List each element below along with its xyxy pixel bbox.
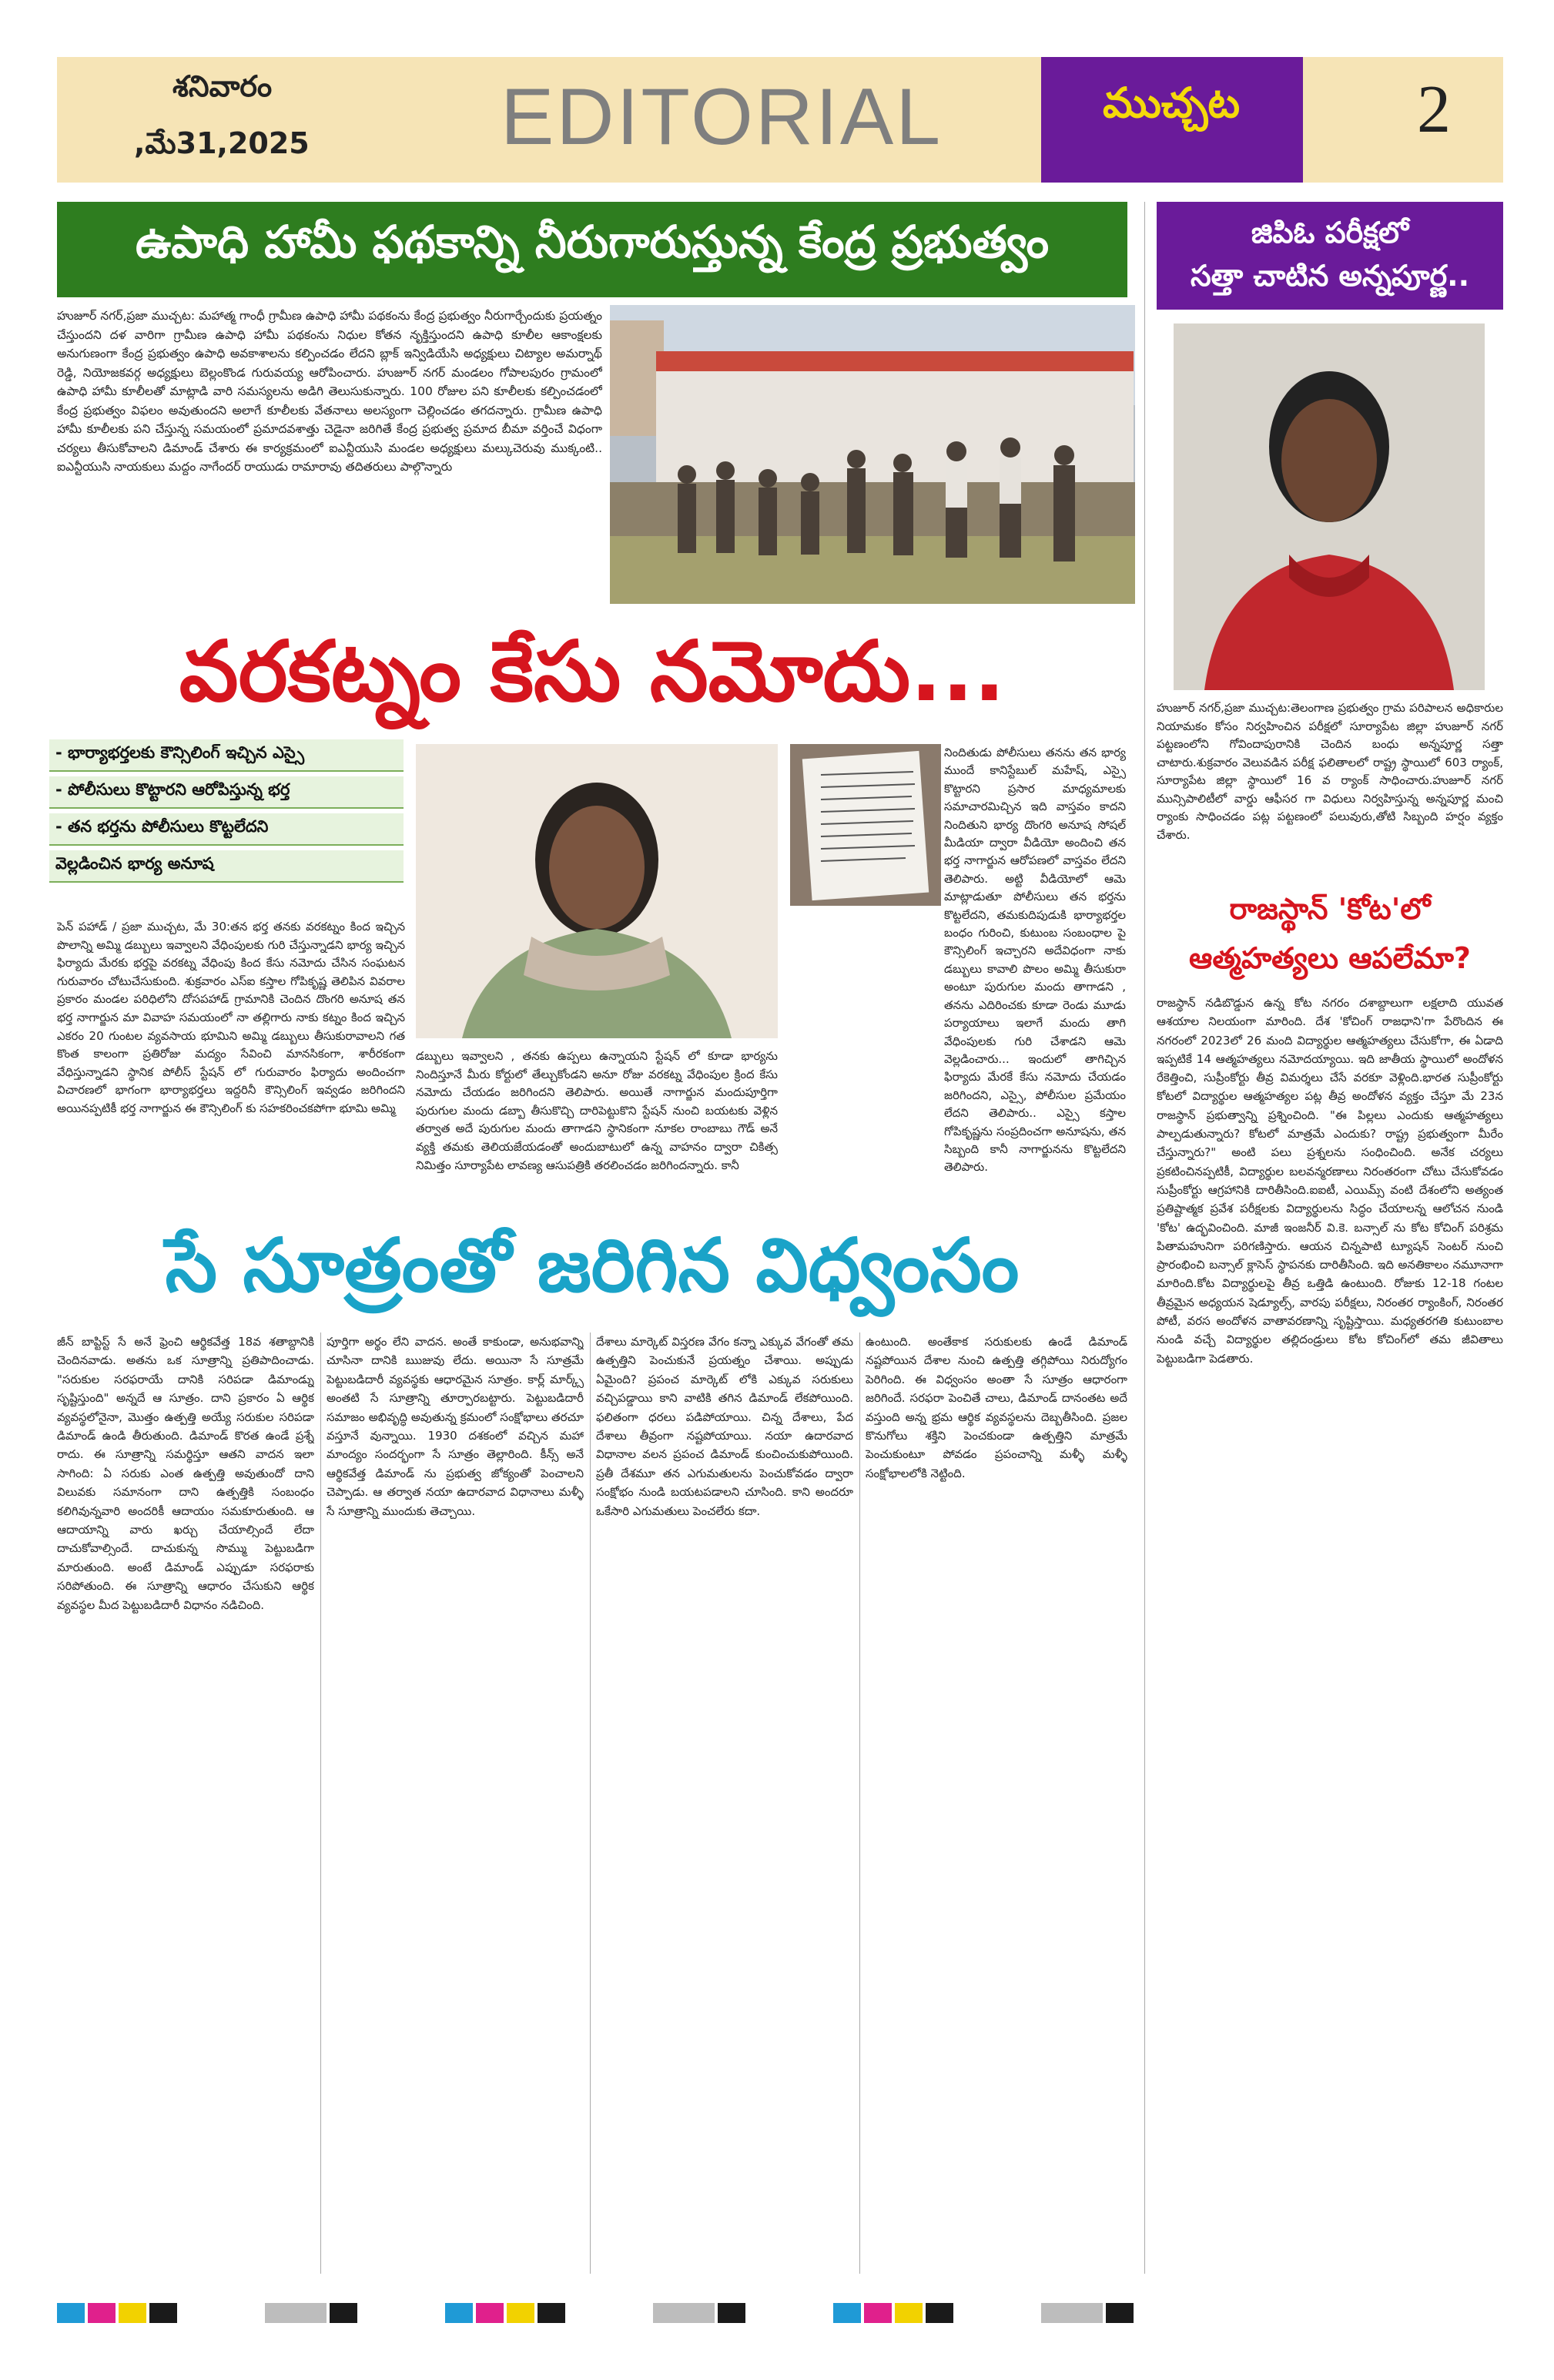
story2-bullets [49, 739, 404, 887]
color-strip [864, 2303, 892, 2323]
complaint-letter-photo [790, 744, 941, 906]
story2-body-left [57, 918, 405, 1177]
story2-body-right-text: నిందితుడు పోలీసులు తనను తన భార్య ముందే కానిస్టేబుల్ మహేష్, ఎస్సై కొట్టారని ప్రసార మాధ్యమాలకు సమాచారమిచ్చిన ఇది వాస్తవం కాదని నిందితుని భార్య దొంగరి అనూష సోషల్ మీడియా ద్వారా వీడియో అందించి తన భర్త నాగార్జున ఆరోపణలో వాస్తవం లేదని తెలిపారు. అట్టి వీడియోలో ఆమె మాట్లాడుతూ పోలీసులు తన భర్తను కొట్టలేదని, తమకుదిపుడుకి భార్యాభర్తల బంధం గురించి, కుటుంబ సంబంధాల పై కౌన్సిలింగ్ ఇచ్చారని అదేవిధంగా నాకు డబ్బులు కావాలి పొలం అమ్మి తీసుకురా అంటూ పురుగుల మందు తాగాడని , తనను ఎదిరించకు కూడా రెండు మూడు పర్యాయాలు ఇలాగే మందు తాగి వేధింపులకు గురి చేశాడని ఆమె వెల్లడించారు... ఇందులో తాగిచ్చిన ఫిర్యాదు మేరకే కేసు నమోదు చేయడం జరిగిందని, ఎస్సై, పోలీసుల ప్రమేయం లేదని తెలిపారు.. ఎస్సై కస్తాల గోపికృష్ణను సంప్రదించగా అనూషను, తన సిబ్బంది కానీ నాగార్జునను కొట్టలేదని తెలిపారు. [944, 746, 1126, 1175]
sidebar2-headline-line2: ఆత్మహత్యలు ఆపలేమా? [1189, 941, 1471, 975]
story1-body-text: హుజూర్ నగర్,ప్రజా ముచ్చట: మహాత్మ గాంధీ గ్రామీణ ఉపాధి హామీ పథకంను కేంద్ర ప్రభుత్వం నీరుగార్చేందుకు ప్రయత్నం చేస్తుందని దళ వారిగా గ్రామీణ ఉపాధి హామీ పథకంను నిధుల కోతన నృక్తిస్తుందని ఉపాధి కూలీల ఆకాంక్షలకు అనుగుణంగా కేంద్ర ప్రభుత్వం ఉపాధి అవకాశాలను కల్పించడం లేదని బ్లాక్ ఇన్విడియేసి అధ్యక్షులు చిట్యాల అమర్నాథ్ రెడ్డి, నియోజకవర్గ అధ్యక్షులు బెల్లంకొండ గురువయ్య ఆరోపించారు. హుజూర్ నగర్ మండలం గోపాలపురం గ్రామంలో ఉపాధి హామీ కూలీలతో మాట్లాడి వారి సమస్యలను అడిగి తెలుసుకున్నారు. 100 రోజుల పని కూలీలకు కల్పించడంలో కేంద్ర ప్రభుత్వం విఫలం అవుతుందని అలాగే కూలీలకు వేతనాలు అలస్యంగా చెల్లించడం తగదన్నారు. గ్రామీణ ఉపాధి హామీ కూలీలకు పని చేస్తున్న సమయంలో ప్రమాదవశాత్తు చెడైనా జరిగితే కేంద్ర ప్రభుత్వ ప్రమాద బీమా వర్తించే విధంగా చర్యలు తీసుకోవాలని డిమాండ్ చేశారు ఈ కార్యక్రమంలో ఐఎన్టీయుసి మండల అధ్యక్షులు మల్కుచెరువు ముక్కంటి.. ఐఎన్టీయుసి నాయకులు మద్దం నాగేందర్ రాయుడు రామారావు తదితరులు పాల్గొన్నారు [57, 309, 602, 474]
color-strip [149, 2303, 177, 2323]
sidebar2-body-text: రాజస్థాన్ నడిబొడ్డున ఉన్న కోట నగరం దశాబ్దాలుగా లక్షలాది యువత ఆశయాల నిలయంగా మారింది. దేశ 'కోచింగ్ రాజధాని'గా పేరొందిన ఈ నగరంలో 2023లో 26 మంది విద్యార్థుల ఆత్మహత్యలు చేసుకోగా, ఈ ఏడాది ఇప్పటికే 14 ఆత్మహత్యలు నమోదయ్యాయి. ఇది జాతీయ స్థాయిలో అందోళన రేకెత్తించి, సుప్రీంకోర్టు తీవ్ర విమర్శలు చేసే వరకూ వెళ్లింది.భారత సుప్రీంకోర్టు కోటలో విద్యార్థుల ఆత్మహత్యల పట్ల తీవ్ర అందోళన వ్యక్తం చేస్తూ మే 23న రాజస్థాన్ ప్రభుత్వాన్ని ప్రశ్నించింది. "ఈ పిల్లలు ఎందుకు ఆత్మహత్యలు పాల్పడుతున్నారు? కోటలో మాత్రమే ఎందుకు? రాష్ట్ర ప్రభుత్వంగా మీరేం చేస్తున్నారు?" అంటి పలు ప్రశ్నలను సంధించింది. అనేక చర్యలు ప్రకటించినప్పటికీ, విద్యార్థుల బలవన్మరణాలు నిరంతరంగా చోటు చేసుకోవడం సుప్రీంకోర్టు ఆగ్రహానికి దారితీసింది.ఐఐటీ, ఎయిమ్స్ వంటి దేశంలోని అత్యంత ప్రతిష్టాత్మక ప్రవేశ పరీక్షలకు విద్యార్థులను సిద్ధం చేయాలన్న ఆలోచన నుండి 'కోట' ఉద్భవించింది. మాజీ ఇంజనీర్ వి.కె. బన్సాల్ ను కోట కోచింగ్ పరిశ్రమ పితామహునిగా పరిగణిస్తారు. ఆయన చిన్నపాటి ట్యూషన్ సెంటర్ నుంచి ప్రారంభించి బన్సాల్ క్లాసెస్ స్థాపనకు దారితీసింది. ఇది అనతికాలం నమూనాగా మారింది.కోట విద్యార్థులపై తీవ్ర ఒత్తిడి ఉంటుంది. రోజుకు 12-18 గంటల తీవ్రమైన అధ్యయన షెడ్యూల్స్, వారపు పరీక్షలు, నిరంతర ర్యాంకింగ్, నిరంతర పోటీ, వరస అందోళన వాతావరణాన్ని సృష్టిస్తాయి. మధ్యతరగతి కుటుంబాల నుండి వచ్చే విద్యార్థుల తల్లిదండ్రులు కోట కోచింగ్‌లో తమ జీవితాలు పెట్టుబడిగా పెడతారు. [1157, 996, 1503, 1366]
story3-col2-text: పూర్తిగా అర్థం లేని వాదన. అంతే కాకుండా, అనుభవాన్ని చూసినా దానికి ఋజువు లేదు. అయినా సే సూత్రమే పెట్టుబడిదారీ వ్యవస్థకు ఆధారమైన సూత్రం. కార్ల్ మార్క్స్ అంతటి సే సూత్రాన్ని తూర్పారబట్టారు. పెట్టుబడిదారీ సమాజం అభివృద్ధి అవుతున్న క్రమంలో సంక్షోభాలు తరచూ వస్తూనే వున్నాయి. 1930 దశకంలో వచ్చిన మహా మాంద్యం సందర్భంగా సే సూత్రం తెల్లారింది. కీన్స్ అనే ఆర్థికవేత్త డిమాండ్ ను ప్రభుత్వ జోక్యంతో పెంచాలని చెప్పాడు. ఆ తర్వాత నయా ఉదారవాద విధానాలు మళ్ళీ సే సూత్రాన్ని ముందుకు తెచ్చాయి. [327, 1335, 584, 1518]
story1-headline-banner [57, 202, 1127, 297]
color-strip [1106, 2303, 1134, 2323]
color-strip [718, 2303, 745, 2323]
color-strip [265, 2303, 327, 2323]
story2-bullet-4: వెల్లడించిన భార్య అనూష [49, 850, 404, 883]
sidebar2-headline-line1: రాజస్థాన్ 'కోట'లో [1229, 892, 1431, 926]
color-strip [653, 2303, 715, 2323]
color-strip [119, 2303, 146, 2323]
page-number: 2 [1417, 72, 1451, 147]
story3-headline: సే సూత్రంతో జరిగిన విధ్వంసం [165, 1222, 1020, 1309]
color-strip [57, 2303, 85, 2323]
column-rule [1144, 202, 1145, 2274]
story1-body [57, 307, 602, 601]
footer-color-bars [57, 2303, 1503, 2323]
sidebar1-headline-line1: జిపిఓ పరీక్షలో [1251, 216, 1409, 250]
story2-body-mid-text: డబ్బులు ఇవ్వాలని , తనకు ఉప్పలు ఉన్నాయని స్టేషన్ లో కూడా భార్యను నిందిస్తూనే మీరు కోర్టులో తేల్చుకోండని అనూ రోజు వరకట్న వేధింపుల క్రింద కేసు నమోదు చేయడం జరిగిందని తెలిపారు. అయితే నాగార్జున మందుపూర్తిగా పురుగుల మందు డబ్బా తీసుకొచ్చి దారిపెట్టుకొని స్టేషన్ నుంచి బయటకు వెళ్లిన తర్వాత అదే పురుగుల మందు తాగాడని స్థానికంగా నూకల రాంబాబు గౌడ్ అనే వ్యక్తి తమకు తెలియజేయడంతో అందుబాటులో ఉన్న వాహనం ద్వారా చికిత్స నిమిత్తం సూర్యాపేట లావణ్య ఆసుపత్రికి తరలించడం జరిగిందన్నారు. కానీ [416, 1049, 778, 1172]
story2-bullet-1: - భార్యాభర్తలకు కౌన్సిలింగ్ ఇచ్చిన ఎస్సై [49, 739, 404, 772]
color-strip [330, 2303, 357, 2323]
field-meeting-photo [610, 305, 1135, 604]
story3-col2 [327, 1332, 584, 2274]
color-strip [445, 2303, 473, 2323]
story3-col1-text: జీన్ బాప్టిస్ట్ సే అనే ఫ్రెంచి ఆర్థికవేత్త 18వ శతాబ్దానికి చెందినవాడు. అతను ఒక సూత్రాన్ని ప్రతిపాదించాడు. "సరుకుల సరఫరాయే దానికి సరిపడా డిమాండ్ను సృష్టిస్తుంది" అన్నదే ఆ సూత్రం. దాని ప్రకారం ఏ ఆర్థిక వ్యవస్థలోనైనా, మొత్తం ఉత్పత్తి అయ్యే సరుకుల సరిపడా డిమాండ్ ఉండి తీరుతుంది. డిమాండ్ కొరత ఉండే ప్రశ్నే రాదు. ఈ సూత్రాన్ని సమర్థిస్తూ ఆతని వాదన ఇలా సాగింది: ఏ సరుకు ఎంత ఉత్పత్తి అవుతుందో దాని విలువకు సమానంగా దాని ఉత్పత్తికి సంబంధం కలిగివున్నవారి అందరికీ ఆదాయం సమకూరుతుంది. ఆ ఆదాయాన్ని వారు ఖర్చు చేయాల్సిందే లేదా దాచుకోవాల్సిందే. దాచుకున్న సొమ్ము పెట్టుబడిగా మారుతుంది. అంటే డిమాండ్ ఎప్పుడూ సరఫరాకు సరిపోతుంది. ఈ సూత్రాన్ని ఆధారం చేసుకుని ఆర్థిక వ్యవస్థల మీద పెట్టుబడిదారీ విధానం నడిచింది. [57, 1335, 314, 1612]
color-strip [895, 2303, 923, 2323]
sidebar1-body [1157, 699, 1503, 878]
story2-body-mid [416, 1048, 778, 1177]
color-strip [88, 2303, 116, 2323]
story1-photo [610, 305, 1135, 604]
color-strip [1041, 2303, 1103, 2323]
story3-col1 [57, 1332, 314, 2274]
story2-photo-woman [416, 744, 778, 1038]
sidebar1-portrait [1174, 323, 1485, 690]
masthead-date: ,మే31,2025 [134, 126, 310, 160]
column-rule [320, 1332, 321, 2274]
anusha-video-still [416, 744, 778, 1038]
column-name: ముచ్చట [1103, 79, 1241, 127]
story2-bullet-3: - తన భర్తను పోలీసులు కొట్టలేదని [49, 813, 404, 846]
story3-col3-text: దేశాలు మార్కెట్ విస్తరణ వేగం కన్నా ఎక్కువ వేగంతో తమ ఉత్పత్తిని పెంచుకునే ప్రయత్నం చేశాయి. అప్పుడు ఏమైంది? ప్రపంచ మార్కెట్ లోకి ఎక్కువ సరుకులు వచ్చిపడ్డాయి కాని వాటికి తగిన డిమాండ్ లేకపోయింది. ఫలితంగా ధరలు పడిపోయాయి. చిన్న దేశాలు, పేద దేశాలు తీవ్రంగా నష్టపోయాయి. నయా ఉదారవాద విధానాల వలన ప్రపంచ డిమాండ్ కుంచించుకుపోయింది. ప్రతీ దేశమూ తన ఎగుమతులను పెంచుకోవడం ద్వారా సంక్షోభం నుండి బయటపడాలని చూసింది. కాని అందరూ ఒకేసారి ఎగుమతులు పెంచలేరు కదా. [596, 1335, 853, 1518]
color-strip [833, 2303, 861, 2323]
story2-body-left-text: పెన్ పహాడ్ / ప్రజా ముచ్చట, మే 30:తన భర్త తనకు వరకట్నం కింద ఇచ్చిన పొలాన్ని అమ్మి డబ్బులు ఇవ్వాలని వేధింపులకు గురి చేస్తున్నాడని భార్య ఇచ్చిన ఫిర్యాదు మేరకు భర్తపై వరకట్న వేధింపు కింద కేసు నమోదు చేసిన సంఘటన గురువారం చోటుచేసుకుంది. శుక్రవారం ఎస్ఐ కస్తాల గోపికృష్ణ తెలిపిన వివరాల ప్రకారం మండల పరిధిలోని దోసపహాడ్ గ్రామానికి చెందిన దొంగరి అనూష తన భర్త నాగార్జున మా వివాహ సమయంలో నా తల్లిగారు నాకు కట్నం కింద ఇచ్చిన ఎకరం 20 గుంటల వ్యవసాయ భూమిని అమ్మి డబ్బులు తీసుకురావాలని గత కొంత కాలంగా ప్రతిరోజు మద్యం సేవించి మానసికంగా, శారీరకంగా వేధిస్తున్నాడని స్థానిక పోలీస్ స్టేషన్ లో గురువారం ఫిర్యాదు అందించగా విచారణలో భాగంగా భార్యాభర్తలు ఇద్దరినీ కౌన్సిలింగ్ ఇవ్వడం జరిగిందని అయినప్పటికీ భర్త నాగార్జున ఈ కౌన్సిలింగ్ కు సహకరించకపోగా భూమి అమ్మి [57, 920, 405, 1115]
story3-col4-text: ఉంటుంది. అంతేకాక సరుకులకు ఉండే డిమాండ్ నష్టపోయిన దేశాల నుంచి ఉత్పత్తి తగ్గిపోయి నిరుద్యోగం పెరిగింది. ఈ విధ్వంసం అంతా సే సూత్రం ఆధారంగా జరిగిందే. సరఫరా పెంచితే చాలు, డిమాండ్ దానంతట అదే వస్తుంది అన్న భ్రమ ఆర్థిక వ్యవస్థలను దెబ్బతీసింది. ప్రజల కొనుగోలు శక్తిని పెంచకుండా ఉత్పత్తిని మాత్రమే పెంచుకుంటూ పోవడం ప్రపంచాన్ని మళ్ళీ మళ్ళీ సంక్షోభాలలోకి నెట్టింది. [866, 1335, 1127, 1480]
masthead-day: శనివారం [172, 69, 273, 103]
column-rule [590, 1332, 591, 2274]
story3-col3 [596, 1332, 853, 2274]
sidebar1-headline-line2: సత్తా చాటిన అన్నపూర్ణ.. [1190, 259, 1470, 293]
masthead-section-title: EDITORIAL [501, 72, 943, 162]
color-strip [538, 2303, 565, 2323]
sidebar2-body [1157, 994, 1503, 2271]
sidebar1-body-text: హుజూర్ నగర్,ప్రజా ముచ్చట:తెలంగాణ ప్రభుత్వం గ్రామ పరిపాలన అధికారుల నియామకం కోసం నిర్వహించిన పరీక్షలో సూర్యాపేట జిల్లా హుజూర్ నగర్ పట్టణంలోని గోవిందాపురానికి చెందిన బంధు అన్నపూర్ణ సత్తా చాటారు.శుక్రవారం వెలువడిన పరీక్ష ఫలితాలలో రాష్ట్ర స్థాయిలో 603 ర్యాంక్, సూర్యాపేట జిల్లా స్థాయిలో 16 వ ర్యాంక్ సాధించారు.హుజూర్ నగర్ మున్సిపాలిటీలో వార్డు ఆఫీసర గా విధులు నిర్వహిస్తున్న అన్నపూర్ణ మంచి ర్యాంకు సాధించడం పట్ల పట్టణంలో పలువురు,తోటి సిబ్బంది హర్షం వ్యక్తం చేశారు. [1157, 701, 1503, 842]
color-strip [476, 2303, 504, 2323]
annapurna-portrait [1174, 323, 1485, 690]
color-strip [926, 2303, 953, 2323]
story2-body-right [944, 744, 1126, 1177]
story3-col4 [866, 1332, 1127, 2274]
masthead [57, 57, 1503, 183]
story2-photo-document [790, 744, 941, 906]
color-strip [507, 2303, 534, 2323]
column-rule [859, 1332, 860, 2274]
story1-headline: ఉపాధి హామీ ఫథకాన్ని నీరుగారుస్తున్న కేంద్ర ప్రభుత్వం [135, 216, 1050, 268]
story2-headline: వరకట్నం కేసు నమోదు... [179, 624, 1006, 720]
sidebar1-headline-box [1157, 202, 1503, 310]
story2-bullet-2: - పోలీసులు కొట్టారని ఆరోపిస్తున్న భర్త [49, 776, 404, 809]
column-name-box [1041, 57, 1303, 183]
